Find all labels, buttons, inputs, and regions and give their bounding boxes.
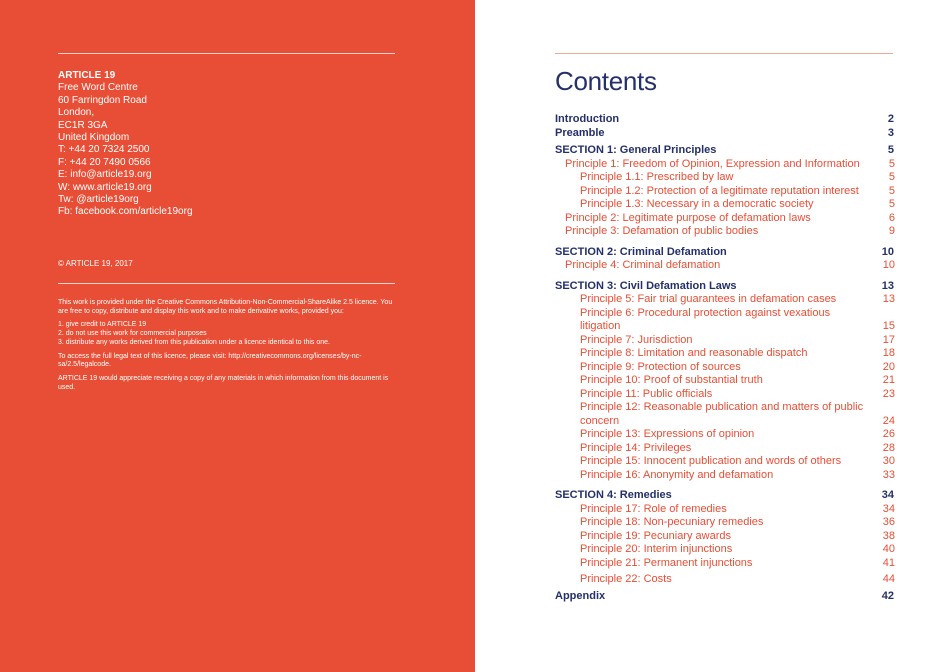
- toc-section-entry[interactable]: [555, 280, 895, 294]
- licence-text: [58, 299, 403, 397]
- toc-page-number: 9: [888, 225, 895, 237]
- website: W: www.article19.org: [58, 181, 152, 193]
- toc-page-number: 33: [882, 468, 895, 481]
- toc-entry-title: SECTION 1: General Principles: [555, 144, 717, 156]
- toc-page-number: 28: [882, 441, 895, 454]
- address-line: EC1R 3GA: [58, 119, 108, 131]
- middle-divider: [58, 283, 395, 284]
- toc-entry-title: Principle 20: Interim injunctions: [580, 543, 733, 555]
- licence-condition: 3. distribute any works derived from this publication under a licence identical to this one.: [58, 339, 330, 347]
- email: E: info@article19.org: [58, 169, 152, 181]
- toc-page-number: 23: [882, 387, 895, 400]
- toc-section-entry[interactable]: [555, 127, 895, 141]
- toc-page-number: 10: [881, 245, 894, 258]
- toc-page-number: 34: [881, 489, 894, 501]
- toc-page-number: 34: [882, 502, 895, 515]
- toc-page-number: 18: [882, 347, 895, 359]
- toc-page-number: 6: [888, 211, 895, 224]
- toc-page-number: 3: [887, 126, 894, 139]
- toc-page-number: 5: [888, 157, 895, 170]
- toc-entry[interactable]: [555, 530, 895, 544]
- toc-entry[interactable]: [555, 455, 895, 469]
- toc-entry-title: Principle 9: Protection of sources: [580, 360, 741, 373]
- toc-entry[interactable]: [555, 388, 895, 402]
- toc-page-number: 5: [888, 184, 895, 197]
- toc-entry-title: SECTION 3: Civil Defamation Laws: [555, 279, 737, 292]
- toc-page-number: 13: [881, 279, 894, 292]
- toc-entry-title: SECTION 2: Criminal Defamation: [555, 245, 727, 258]
- toc-entry-title: Principle 7: Jurisdiction: [580, 333, 693, 346]
- licence-intro: This work is provided under the Creative Commons Attribution-Non-Commercial-ShareAlike 2.5 licence. You are free to copy, distribute and display this work and to make derivative works, provided you:: [58, 299, 393, 315]
- toc-entry[interactable]: [555, 557, 895, 571]
- toc-entry-title: Principle 21: Permanent injunctions: [580, 556, 753, 569]
- toc-entry-title: Principle 4: Criminal defamation: [565, 259, 721, 271]
- toc-entry-title: Principle 1.3: Necessary in a democratic society: [580, 198, 814, 210]
- address-line: 60 Farringdon Road: [58, 94, 147, 106]
- toc-section-entry[interactable]: [555, 113, 895, 127]
- toc-page-number: 41: [882, 556, 895, 569]
- toc-entry-title: Introduction: [555, 113, 620, 125]
- toc-section-entry[interactable]: [555, 489, 895, 503]
- toc-page-number: 20: [882, 360, 895, 373]
- toc-page-number: 21: [882, 374, 895, 386]
- toc-entry[interactable]: [555, 185, 895, 199]
- toc-entry-title: Principle 3: Defamation of public bodies: [565, 225, 759, 237]
- toc-entry[interactable]: [555, 442, 895, 456]
- licence-condition: 2. do not use this work for commercial purposes: [58, 330, 207, 338]
- toc-page-number: 40: [882, 543, 895, 555]
- toc-entry[interactable]: [555, 503, 895, 517]
- facebook: Fb: facebook.com/article19org: [58, 206, 193, 218]
- toc-entry-title: Principle 1.2: Protection of a legitimate reputation interest: [580, 184, 859, 197]
- twitter: Tw: @article19org: [58, 194, 139, 206]
- toc-page-number: 36: [882, 516, 895, 528]
- address-line: United Kingdom: [58, 132, 130, 144]
- toc-entry-title: Principle 11: Public officials: [580, 387, 713, 400]
- toc-section-entry[interactable]: [555, 144, 895, 158]
- licence-conditions: [58, 321, 403, 348]
- toc-entry-title: Principle 18: Non-pecuniary remedies: [580, 516, 764, 528]
- toc-page-number: 42: [881, 589, 894, 602]
- toc-entry-title: Principle 22: Costs: [580, 573, 672, 585]
- toc-page-number: 2: [887, 113, 894, 125]
- toc-entry[interactable]: [555, 259, 895, 273]
- toc-page-number: 44: [882, 573, 895, 585]
- toc-entry-title: SECTION 4: Remedies: [555, 489, 672, 501]
- licence-link: To access the full legal text of this licence, please visit: http://creativecommons.org/licenses/by-nc-sa/2.5/legalcode.: [58, 352, 362, 369]
- toc-section-entry[interactable]: [555, 246, 895, 260]
- toc-entry-title: Principle 15: Innocent publication and words of others: [580, 455, 842, 467]
- contents-title: Contents: [555, 66, 657, 96]
- licence-request: ARTICLE 19 would appreciate receiving a copy of any materials in which information from this document is used.: [58, 374, 389, 391]
- toc-entry-title: Principle 17: Role of remedies: [580, 502, 727, 515]
- toc-page-number: 38: [882, 529, 895, 542]
- toc-entry-title: Appendix: [555, 589, 606, 602]
- toc-section-entry[interactable]: [555, 590, 895, 604]
- org-name: ARTICLE 19: [58, 70, 116, 81]
- toc-entry-title: Principle 12: Reasonable publication and matters of public concern: [580, 401, 864, 427]
- toc-entry[interactable]: [555, 293, 895, 307]
- toc-entry-title: Principle 8: Limitation and reasonable dispatch: [580, 347, 808, 359]
- toc-entry-title: Principle 19: Pecuniary awards: [580, 529, 732, 542]
- address-line: London,: [58, 107, 95, 119]
- toc-page-number: 13: [882, 293, 895, 305]
- toc-entry[interactable]: [555, 374, 895, 388]
- toc-page-number: 5: [888, 198, 895, 210]
- toc-entry[interactable]: [555, 573, 895, 587]
- toc-entry[interactable]: [555, 158, 895, 172]
- toc-page-number: 17: [882, 333, 895, 346]
- toc-entry-title: Principle 5: Fair trial guarantees in defamation cases: [580, 293, 837, 305]
- toc-entry[interactable]: [555, 198, 895, 212]
- toc-entry[interactable]: [555, 361, 895, 375]
- address-block: [58, 70, 193, 219]
- toc-entry[interactable]: [555, 212, 895, 226]
- licence-condition: 1. give credit to ARTICLE 19: [58, 321, 147, 329]
- toc-entry-title: Principle 2: Legitimate purpose of defamation laws: [565, 211, 811, 224]
- toc-entry[interactable]: [555, 516, 895, 530]
- toc-entry-title: Principle 14: Privileges: [580, 441, 692, 454]
- toc-page-number: 30: [882, 455, 895, 467]
- toc-entry-title: Principle 1: Freedom of Opinion, Expression and Information: [565, 157, 860, 170]
- toc-entry-title: Principle 13: Expressions of opinion: [580, 428, 755, 440]
- toc-entry[interactable]: [555, 428, 895, 442]
- toc-entry-title: Principle 1.1: Prescribed by law: [580, 171, 734, 183]
- fax: F: +44 20 7490 0566: [58, 156, 151, 168]
- address-line: Free Word Centre: [58, 82, 138, 94]
- toc-page-number: 15: [882, 320, 895, 332]
- toc-entry[interactable]: [555, 401, 895, 428]
- toc-entry-title: Preamble: [555, 126, 605, 139]
- toc-entry[interactable]: [555, 307, 895, 334]
- toc-entry[interactable]: [555, 171, 895, 185]
- toc-entry[interactable]: [555, 347, 895, 361]
- top-divider: [58, 53, 395, 54]
- toc-entry-title: Principle 6: Procedural protection against vexatious litigation: [580, 306, 831, 332]
- toc-entry-title: Principle 16: Anonymity and defamation: [580, 468, 774, 481]
- table-of-contents: [555, 113, 895, 603]
- phone: T: +44 20 7324 2500: [58, 144, 150, 156]
- toc-page-number: 5: [888, 171, 895, 183]
- toc-entry[interactable]: [555, 543, 895, 557]
- contents-divider: [555, 53, 893, 54]
- toc-page-number: 26: [882, 428, 895, 440]
- toc-page-number: 5: [887, 144, 894, 156]
- toc-entry-title: Principle 10: Proof of substantial truth: [580, 374, 763, 386]
- toc-entry[interactable]: [555, 334, 895, 348]
- toc-entry[interactable]: [555, 225, 895, 239]
- toc-page-number: 24: [882, 414, 895, 427]
- toc-page-number: 10: [882, 259, 895, 271]
- copyright: © ARTICLE 19, 2017: [58, 259, 133, 268]
- toc-entry[interactable]: [555, 469, 895, 483]
